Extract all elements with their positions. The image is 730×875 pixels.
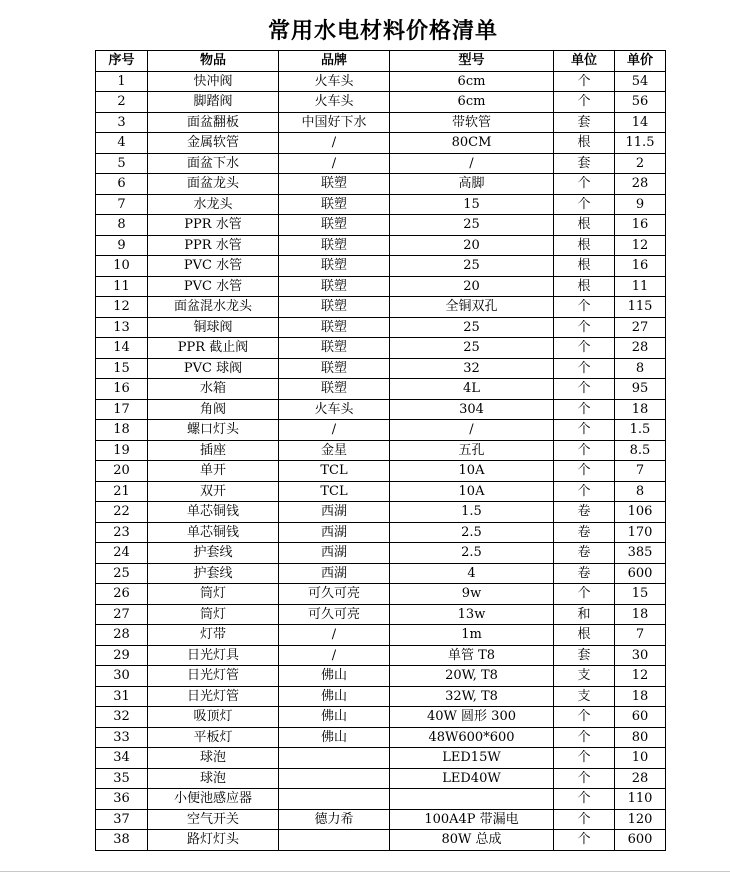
table-row bbox=[96, 440, 666, 461]
cell-price: 11.5 bbox=[615, 133, 666, 154]
cell-unit: 套 bbox=[554, 153, 615, 174]
table-row bbox=[96, 71, 666, 92]
cell-brand: 可久可亮 bbox=[279, 604, 390, 625]
cell-item: 单芯铜钱 bbox=[148, 502, 279, 523]
cell-model: 单管 T8 bbox=[390, 645, 554, 666]
cell-item: 平板灯 bbox=[148, 727, 279, 748]
table-row bbox=[96, 399, 666, 420]
cell-unit: 个 bbox=[554, 92, 615, 113]
cell-brand: 火车头 bbox=[279, 399, 390, 420]
cell-price: 170 bbox=[615, 522, 666, 543]
cell-no: 37 bbox=[96, 809, 148, 830]
cell-brand bbox=[279, 830, 390, 851]
header-unit: 单位 bbox=[554, 51, 615, 72]
table-row bbox=[96, 112, 666, 133]
cell-brand bbox=[279, 748, 390, 769]
cell-item: 日光灯管 bbox=[148, 666, 279, 687]
table-row bbox=[96, 768, 666, 789]
cell-brand: 佛山 bbox=[279, 666, 390, 687]
cell-unit: 根 bbox=[554, 256, 615, 277]
cell-no: 32 bbox=[96, 707, 148, 728]
cell-item: 筒灯 bbox=[148, 584, 279, 605]
cell-no: 18 bbox=[96, 420, 148, 441]
cell-model: 20W, T8 bbox=[390, 666, 554, 687]
cell-brand: 联塑 bbox=[279, 215, 390, 236]
cell-brand: TCL bbox=[279, 481, 390, 502]
cell-brand: / bbox=[279, 153, 390, 174]
cell-no: 1 bbox=[96, 71, 148, 92]
cell-brand: 火车头 bbox=[279, 92, 390, 113]
cell-model: 20 bbox=[390, 235, 554, 256]
cell-model: 五孔 bbox=[390, 440, 554, 461]
cell-model: 304 bbox=[390, 399, 554, 420]
cell-unit: 根 bbox=[554, 215, 615, 236]
cell-unit: 个 bbox=[554, 481, 615, 502]
cell-no: 31 bbox=[96, 686, 148, 707]
header-item: 物品 bbox=[148, 51, 279, 72]
cell-brand: / bbox=[279, 133, 390, 154]
table-row bbox=[96, 481, 666, 502]
cell-price: 600 bbox=[615, 830, 666, 851]
cell-price: 11 bbox=[615, 276, 666, 297]
cell-no: 29 bbox=[96, 645, 148, 666]
cell-no: 34 bbox=[96, 748, 148, 769]
cell-item: 日光灯管 bbox=[148, 686, 279, 707]
cell-model: 40W 圆形 300 bbox=[390, 707, 554, 728]
cell-no: 19 bbox=[96, 440, 148, 461]
cell-no: 6 bbox=[96, 174, 148, 195]
cell-item: 吸顶灯 bbox=[148, 707, 279, 728]
cell-unit: 个 bbox=[554, 461, 615, 482]
cell-no: 23 bbox=[96, 522, 148, 543]
cell-model: 1m bbox=[390, 625, 554, 646]
cell-item: PPR 水管 bbox=[148, 235, 279, 256]
table-row bbox=[96, 133, 666, 154]
cell-unit: 根 bbox=[554, 235, 615, 256]
table-row bbox=[96, 666, 666, 687]
cell-model: 2.5 bbox=[390, 522, 554, 543]
cell-item: PPR 截止阀 bbox=[148, 338, 279, 359]
cell-unit: 个 bbox=[554, 727, 615, 748]
cell-brand: 德力希 bbox=[279, 809, 390, 830]
cell-unit: 个 bbox=[554, 174, 615, 195]
cell-model: 6cm bbox=[390, 71, 554, 92]
table-row bbox=[96, 604, 666, 625]
cell-price: 106 bbox=[615, 502, 666, 523]
table-row bbox=[96, 92, 666, 113]
header-price: 单价 bbox=[615, 51, 666, 72]
table-row bbox=[96, 317, 666, 338]
cell-item: PVC 球阀 bbox=[148, 358, 279, 379]
cell-price: 9 bbox=[615, 194, 666, 215]
cell-no: 8 bbox=[96, 215, 148, 236]
cell-brand: 联塑 bbox=[279, 194, 390, 215]
cell-no: 14 bbox=[96, 338, 148, 359]
cell-unit: 卷 bbox=[554, 522, 615, 543]
cell-model: 9w bbox=[390, 584, 554, 605]
cell-model: 32W, T8 bbox=[390, 686, 554, 707]
cell-brand: 可久可亮 bbox=[279, 584, 390, 605]
cell-no: 9 bbox=[96, 235, 148, 256]
cell-unit: 个 bbox=[554, 358, 615, 379]
table-row bbox=[96, 338, 666, 359]
cell-item: 水箱 bbox=[148, 379, 279, 400]
cell-no: 12 bbox=[96, 297, 148, 318]
cell-price: 15 bbox=[615, 584, 666, 605]
cell-no: 33 bbox=[96, 727, 148, 748]
cell-unit: 个 bbox=[554, 194, 615, 215]
cell-item: 角阀 bbox=[148, 399, 279, 420]
cell-brand: 佛山 bbox=[279, 686, 390, 707]
table-row bbox=[96, 645, 666, 666]
cell-item: 路灯灯头 bbox=[148, 830, 279, 851]
cell-unit: 根 bbox=[554, 133, 615, 154]
cell-brand: / bbox=[279, 645, 390, 666]
cell-unit: 个 bbox=[554, 317, 615, 338]
cell-item: 螺口灯头 bbox=[148, 420, 279, 441]
cell-model: 10A bbox=[390, 481, 554, 502]
price-table bbox=[95, 50, 666, 851]
cell-model bbox=[390, 789, 554, 810]
document-title: 常用水电材料价格清单 bbox=[267, 19, 498, 44]
cell-item: 灯带 bbox=[148, 625, 279, 646]
cell-model: 25 bbox=[390, 256, 554, 277]
cell-unit: 根 bbox=[554, 625, 615, 646]
cell-price: 7 bbox=[615, 461, 666, 482]
cell-unit: 卷 bbox=[554, 543, 615, 564]
cell-brand: 联塑 bbox=[279, 317, 390, 338]
table-row bbox=[96, 563, 666, 584]
cell-brand: 联塑 bbox=[279, 256, 390, 277]
cell-model: 全铜双孔 bbox=[390, 297, 554, 318]
cell-item: PPR 水管 bbox=[148, 215, 279, 236]
table-row bbox=[96, 420, 666, 441]
table-row bbox=[96, 297, 666, 318]
cell-no: 13 bbox=[96, 317, 148, 338]
cell-unit: 和 bbox=[554, 604, 615, 625]
cell-brand: 联塑 bbox=[279, 379, 390, 400]
cell-no: 28 bbox=[96, 625, 148, 646]
cell-no: 3 bbox=[96, 112, 148, 133]
cell-model: 80W 总成 bbox=[390, 830, 554, 851]
cell-price: 8 bbox=[615, 358, 666, 379]
cell-model: 带软管 bbox=[390, 112, 554, 133]
table-row bbox=[96, 522, 666, 543]
table-row bbox=[96, 153, 666, 174]
cell-no: 2 bbox=[96, 92, 148, 113]
cell-brand: 西湖 bbox=[279, 563, 390, 584]
cell-price: 115 bbox=[615, 297, 666, 318]
cell-price: 54 bbox=[615, 71, 666, 92]
cell-price: 2 bbox=[615, 153, 666, 174]
cell-model: 13w bbox=[390, 604, 554, 625]
cell-price: 7 bbox=[615, 625, 666, 646]
cell-item: 空气开关 bbox=[148, 809, 279, 830]
cell-price: 18 bbox=[615, 399, 666, 420]
cell-brand: 联塑 bbox=[279, 358, 390, 379]
cell-unit: 个 bbox=[554, 830, 615, 851]
cell-unit: 套 bbox=[554, 645, 615, 666]
cell-price: 385 bbox=[615, 543, 666, 564]
cell-brand bbox=[279, 768, 390, 789]
cell-item: PVC 水管 bbox=[148, 276, 279, 297]
cell-brand: 联塑 bbox=[279, 174, 390, 195]
cell-model: 4 bbox=[390, 563, 554, 584]
cell-model: 32 bbox=[390, 358, 554, 379]
cell-no: 36 bbox=[96, 789, 148, 810]
cell-no: 15 bbox=[96, 358, 148, 379]
cell-brand: 联塑 bbox=[279, 338, 390, 359]
cell-item: PVC 水管 bbox=[148, 256, 279, 277]
page-divider bbox=[0, 871, 730, 872]
cell-price: 18 bbox=[615, 686, 666, 707]
cell-brand: 西湖 bbox=[279, 543, 390, 564]
cell-price: 56 bbox=[615, 92, 666, 113]
cell-price: 18 bbox=[615, 604, 666, 625]
cell-unit: 个 bbox=[554, 71, 615, 92]
cell-brand: 联塑 bbox=[279, 276, 390, 297]
cell-no: 27 bbox=[96, 604, 148, 625]
table-header-row bbox=[96, 51, 666, 72]
table-row bbox=[96, 215, 666, 236]
table-row bbox=[96, 461, 666, 482]
cell-item: 球泡 bbox=[148, 768, 279, 789]
cell-price: 12 bbox=[615, 666, 666, 687]
cell-item: 面盆混水龙头 bbox=[148, 297, 279, 318]
cell-model: 48W600*600 bbox=[390, 727, 554, 748]
cell-model: LED15W bbox=[390, 748, 554, 769]
cell-price: 30 bbox=[615, 645, 666, 666]
cell-no: 5 bbox=[96, 153, 148, 174]
cell-no: 26 bbox=[96, 584, 148, 605]
cell-no: 17 bbox=[96, 399, 148, 420]
cell-unit: 个 bbox=[554, 789, 615, 810]
cell-unit: 卷 bbox=[554, 563, 615, 584]
cell-item: 面盆龙头 bbox=[148, 174, 279, 195]
cell-model: 1.5 bbox=[390, 502, 554, 523]
header-model: 型号 bbox=[390, 51, 554, 72]
table-row bbox=[96, 707, 666, 728]
cell-no: 11 bbox=[96, 276, 148, 297]
cell-item: 日光灯具 bbox=[148, 645, 279, 666]
table-row bbox=[96, 235, 666, 256]
cell-price: 60 bbox=[615, 707, 666, 728]
cell-unit: 个 bbox=[554, 440, 615, 461]
table-row bbox=[96, 358, 666, 379]
cell-model: 4L bbox=[390, 379, 554, 400]
cell-model: / bbox=[390, 420, 554, 441]
cell-price: 27 bbox=[615, 317, 666, 338]
cell-model: 高脚 bbox=[390, 174, 554, 195]
cell-model: 6cm bbox=[390, 92, 554, 113]
cell-brand: 联塑 bbox=[279, 235, 390, 256]
cell-brand: TCL bbox=[279, 461, 390, 482]
table-row bbox=[96, 543, 666, 564]
table-row bbox=[96, 727, 666, 748]
table-row bbox=[96, 502, 666, 523]
cell-model: 2.5 bbox=[390, 543, 554, 564]
table-row bbox=[96, 194, 666, 215]
cell-model: 80CM bbox=[390, 133, 554, 154]
cell-price: 28 bbox=[615, 174, 666, 195]
cell-unit: 根 bbox=[554, 276, 615, 297]
cell-item: 快冲阀 bbox=[148, 71, 279, 92]
cell-model: 10A bbox=[390, 461, 554, 482]
cell-brand: / bbox=[279, 625, 390, 646]
table-body bbox=[96, 71, 666, 850]
cell-brand: 佛山 bbox=[279, 707, 390, 728]
cell-no: 30 bbox=[96, 666, 148, 687]
cell-brand: 联塑 bbox=[279, 297, 390, 318]
cell-no: 22 bbox=[96, 502, 148, 523]
cell-item: 双开 bbox=[148, 481, 279, 502]
cell-price: 120 bbox=[615, 809, 666, 830]
cell-no: 24 bbox=[96, 543, 148, 564]
cell-no: 25 bbox=[96, 563, 148, 584]
cell-no: 35 bbox=[96, 768, 148, 789]
cell-item: 护套线 bbox=[148, 563, 279, 584]
cell-model: 100A4P 带漏电 bbox=[390, 809, 554, 830]
cell-item: 面盆翻板 bbox=[148, 112, 279, 133]
cell-price: 8.5 bbox=[615, 440, 666, 461]
cell-unit: 个 bbox=[554, 768, 615, 789]
cell-brand: 火车头 bbox=[279, 71, 390, 92]
cell-item: 小便池感应器 bbox=[148, 789, 279, 810]
cell-price: 95 bbox=[615, 379, 666, 400]
cell-price: 12 bbox=[615, 235, 666, 256]
header-no: 序号 bbox=[96, 51, 148, 72]
cell-price: 16 bbox=[615, 256, 666, 277]
cell-no: 16 bbox=[96, 379, 148, 400]
cell-price: 28 bbox=[615, 768, 666, 789]
cell-model: 20 bbox=[390, 276, 554, 297]
cell-item: 插座 bbox=[148, 440, 279, 461]
cell-model: LED40W bbox=[390, 768, 554, 789]
cell-unit: 个 bbox=[554, 748, 615, 769]
table-row bbox=[96, 809, 666, 830]
cell-no: 20 bbox=[96, 461, 148, 482]
cell-brand: 西湖 bbox=[279, 522, 390, 543]
cell-brand bbox=[279, 789, 390, 810]
cell-price: 28 bbox=[615, 338, 666, 359]
cell-model: 25 bbox=[390, 317, 554, 338]
cell-price: 600 bbox=[615, 563, 666, 584]
cell-brand: / bbox=[279, 420, 390, 441]
table-row bbox=[96, 830, 666, 851]
cell-item: 护套线 bbox=[148, 543, 279, 564]
cell-brand: 佛山 bbox=[279, 727, 390, 748]
cell-item: 球泡 bbox=[148, 748, 279, 769]
cell-unit: 个 bbox=[554, 297, 615, 318]
table-row bbox=[96, 584, 666, 605]
cell-price: 16 bbox=[615, 215, 666, 236]
cell-brand: 西湖 bbox=[279, 502, 390, 523]
cell-price: 8 bbox=[615, 481, 666, 502]
cell-model: 25 bbox=[390, 338, 554, 359]
table-row bbox=[96, 789, 666, 810]
cell-item: 单开 bbox=[148, 461, 279, 482]
cell-model: 25 bbox=[390, 215, 554, 236]
cell-unit: 个 bbox=[554, 399, 615, 420]
cell-price: 1.5 bbox=[615, 420, 666, 441]
cell-unit: 支 bbox=[554, 686, 615, 707]
cell-no: 10 bbox=[96, 256, 148, 277]
cell-unit: 个 bbox=[554, 420, 615, 441]
table-row bbox=[96, 625, 666, 646]
cell-item: 铜球阀 bbox=[148, 317, 279, 338]
cell-price: 14 bbox=[615, 112, 666, 133]
header-brand: 品牌 bbox=[279, 51, 390, 72]
cell-item: 筒灯 bbox=[148, 604, 279, 625]
cell-item: 单芯铜钱 bbox=[148, 522, 279, 543]
table-row bbox=[96, 748, 666, 769]
table-row bbox=[96, 686, 666, 707]
table-row bbox=[96, 256, 666, 277]
cell-item: 水龙头 bbox=[148, 194, 279, 215]
cell-price: 110 bbox=[615, 789, 666, 810]
cell-price: 10 bbox=[615, 748, 666, 769]
cell-item: 脚踏阀 bbox=[148, 92, 279, 113]
cell-unit: 个 bbox=[554, 584, 615, 605]
table-row bbox=[96, 379, 666, 400]
cell-no: 7 bbox=[96, 194, 148, 215]
cell-no: 21 bbox=[96, 481, 148, 502]
cell-unit: 套 bbox=[554, 112, 615, 133]
table-row bbox=[96, 174, 666, 195]
cell-item: 金属软管 bbox=[148, 133, 279, 154]
cell-unit: 个 bbox=[554, 707, 615, 728]
cell-unit: 卷 bbox=[554, 502, 615, 523]
cell-brand: 金星 bbox=[279, 440, 390, 461]
cell-unit: 个 bbox=[554, 379, 615, 400]
cell-unit: 支 bbox=[554, 666, 615, 687]
cell-no: 4 bbox=[96, 133, 148, 154]
cell-no: 38 bbox=[96, 830, 148, 851]
table-row bbox=[96, 276, 666, 297]
cell-unit: 个 bbox=[554, 338, 615, 359]
cell-unit: 个 bbox=[554, 809, 615, 830]
cell-model: 15 bbox=[390, 194, 554, 215]
cell-price: 80 bbox=[615, 727, 666, 748]
cell-item: 面盆下水 bbox=[148, 153, 279, 174]
cell-model: / bbox=[390, 153, 554, 174]
cell-brand: 中国好下水 bbox=[279, 112, 390, 133]
